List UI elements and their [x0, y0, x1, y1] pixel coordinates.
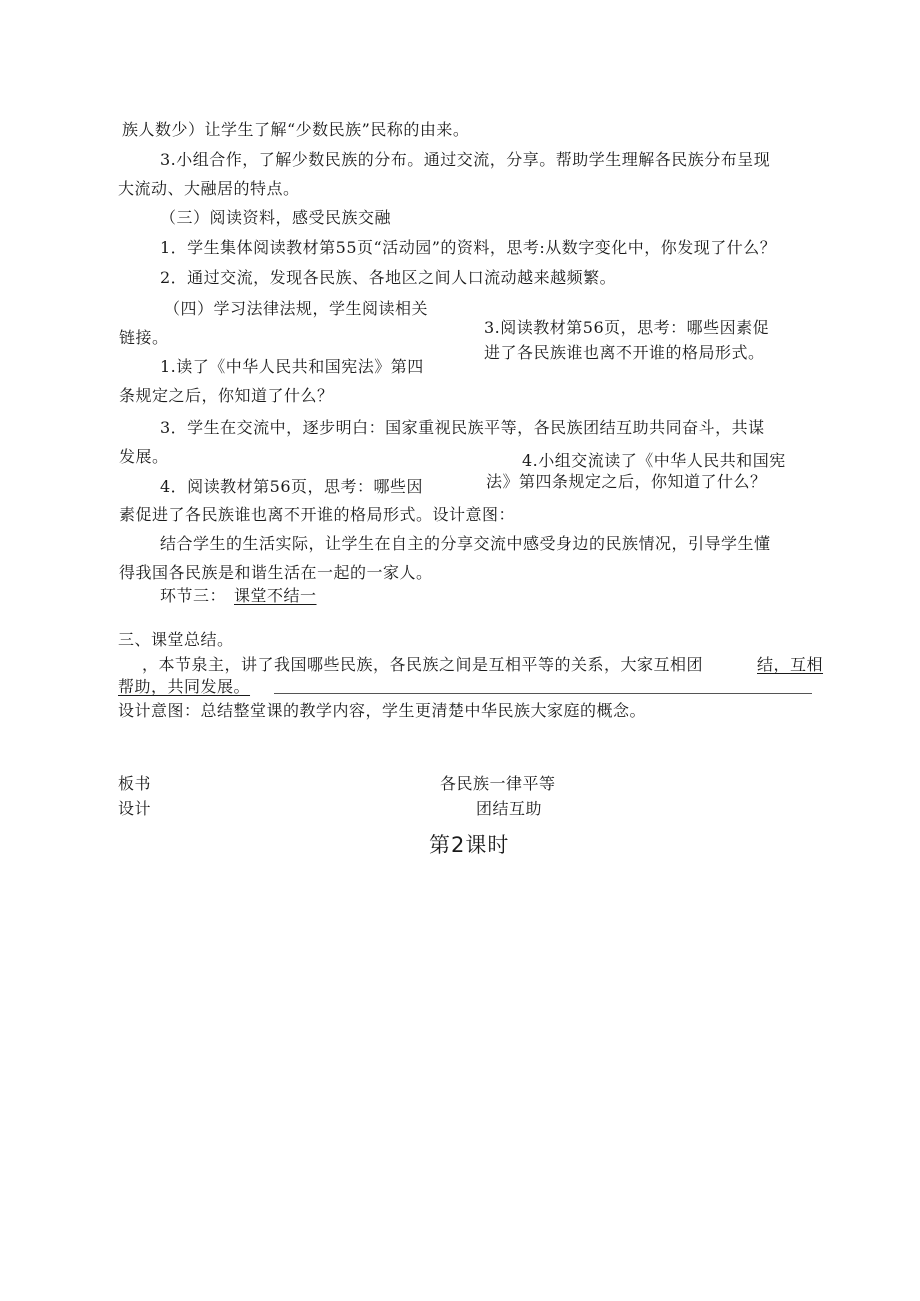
text-line-5: 1．学生集体阅读教材第55页“活动园”的资料，思考:从数字变化中，你发现了什么？ [160, 238, 777, 257]
text-line-2: 3.小组合作，了解少数民族的分布。通过交流，分享。帮助学生理解各民族分布呈现 [160, 150, 771, 169]
summary-line-2: 帮助，共同发展。 [118, 677, 251, 696]
side-box-2-line-1: 4.小组交流读了《中华人民共和国宪 [522, 451, 786, 470]
board-content-2: 团结互助 [476, 799, 543, 818]
text-line-14: 素促进了各民族谁也离不开谁的格局形式。设计意图： [119, 505, 516, 524]
summary-line-1: ，本节泉主，讲了我国哪些民族，各民族之间是互相平等的关系，大家互相团 [142, 655, 704, 674]
board-label-1: 板书 [118, 774, 152, 793]
text-line-3: 大流动、大融居的特点。 [118, 179, 300, 198]
summary-design-intent: 设计意图：总结整堂课的教学内容，学生更清楚中华民族大家庭的概念。 [118, 701, 647, 720]
board-content-1: 各民族一律平等 [440, 774, 556, 793]
stage-three-label: 环节三： [160, 586, 227, 605]
summary-line-1-end: 结，互相 [757, 655, 824, 674]
design-intent-line-1: 结合学生的生活实际，让学生在自主的分享交流中感受身边的民族情况，引导学生懂 [160, 534, 771, 553]
section-heading-3: （三）阅读资料，感受民族交融 [160, 208, 392, 227]
text-line-8: 链接。 [119, 328, 169, 347]
text-line-9: 1.读了《中华人民共和国宪法》第四 [160, 357, 424, 376]
fill-line [274, 693, 812, 694]
section-title: 第2课时 [429, 833, 510, 857]
summary-heading: 三、课堂总结。 [118, 630, 234, 649]
stage-three-title: 课堂不结一 [234, 586, 317, 605]
side-box-2-line-2: 法》第四条规定之后，你知道了什么？ [486, 472, 767, 491]
text-line-13: 4．阅读教材第56页，思考：哪些因 [160, 477, 424, 496]
text-line-6: 2．通过交流，发现各民族、各地区之间人口流动越来越频繁。 [160, 268, 617, 287]
section-heading-4: （四）学习法律法规，学生阅读相关 [164, 299, 429, 318]
board-label-2: 设计 [118, 799, 152, 818]
side-box-1-line-1: 3.阅读教材第56页，思考：哪些因素促 [484, 318, 770, 337]
text-line-11: 3．学生在交流中，逐步明白：国家重视民族平等，各民族团结互助共同奋斗，共谋 [160, 418, 765, 437]
text-line-1: 族人数少）让学生了解“少数民族”民称的由来。 [122, 120, 470, 139]
design-intent-line-2: 得我国各民族是和谐生活在一起的一家人。 [119, 563, 433, 582]
text-line-10: 条规定之后，你知道了什么？ [119, 386, 334, 405]
side-box-1-line-2: 进了各民族谁也离不开谁的格局形式。 [484, 343, 765, 362]
text-line-12: 发展。 [119, 447, 169, 466]
